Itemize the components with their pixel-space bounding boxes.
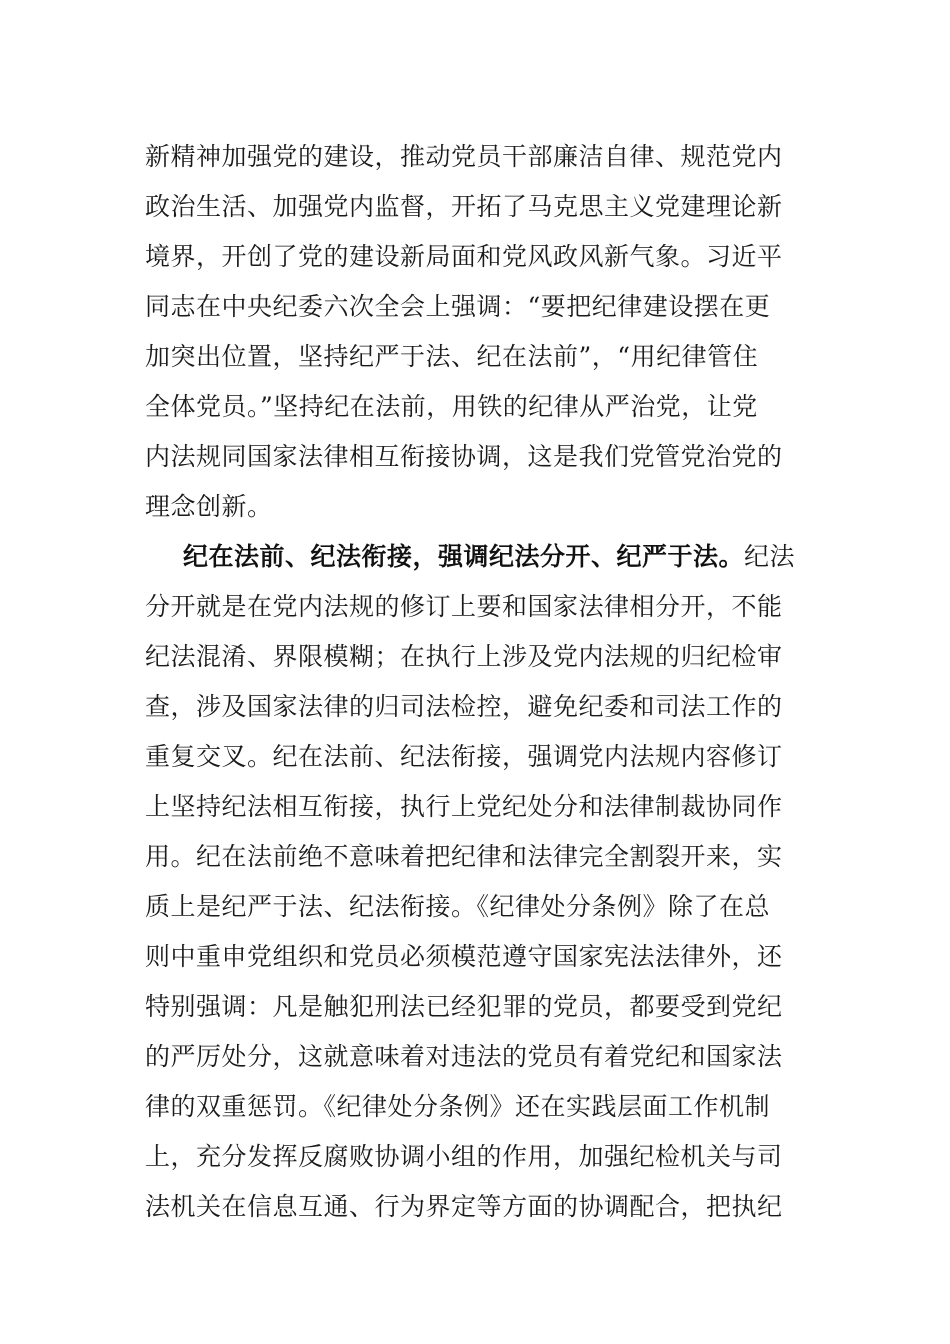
text-line: 上坚持纪法相互衔接，执行上党纪处分和法律制裁协同作 bbox=[145, 792, 783, 821]
text-line: 全体党员。”坚持纪在法前，用铁的纪律从严治党，让党 bbox=[145, 392, 758, 421]
text-fragment: 纪法 bbox=[744, 542, 796, 571]
text-line: 政治生活、加强党内监督，开拓了马克思主义党建理论新 bbox=[145, 192, 783, 221]
text-line: 理念创新。 bbox=[145, 492, 273, 521]
text-line: 上，充分发挥反腐败协调小组的作用，加强纪检机关与司 bbox=[145, 1142, 783, 1171]
text-line: 法机关在信息互通、行为界定等方面的协调配合，把执纪 bbox=[145, 1192, 783, 1221]
text-line: 重复交叉。纪在法前、纪法衔接，强调党内法规内容修订 bbox=[145, 742, 783, 771]
paragraph-2-first-line bbox=[145, 532, 815, 582]
text-line: 则中重申党组织和党员必须模范遵守国家宪法法律外，还 bbox=[145, 942, 783, 971]
paragraph-2 bbox=[145, 532, 815, 1232]
text-line: 分开就是在党内法规的修订上要和国家法律相分开，不能 bbox=[145, 592, 783, 621]
paragraph-1 bbox=[145, 132, 815, 532]
text-line: 纪法混淆、界限模糊；在执行上涉及党内法规的归纪检审 bbox=[145, 642, 783, 671]
text-line: 特别强调：凡是触犯刑法已经犯罪的党员，都要受到党纪 bbox=[145, 992, 783, 1021]
paragraph-heading: 纪在法前、纪法衔接，强调纪法分开、纪严于法。 bbox=[183, 542, 745, 571]
text-line: 查，涉及国家法律的归司法检控，避免纪委和司法工作的 bbox=[145, 692, 783, 721]
text-line: 同志在中央纪委六次全会上强调：“要把纪律建设摆在更 bbox=[145, 292, 771, 321]
text-line: 新精神加强党的建设，推动党员干部廉洁自律、规范党内 bbox=[145, 142, 783, 171]
text-line: 的严厉处分，这就意味着对违法的党员有着党纪和国家法 bbox=[145, 1042, 783, 1071]
text-line: 境界，开创了党的建设新局面和党风政风新气象。习近平 bbox=[145, 242, 783, 271]
text-line: 加突出位置，坚持纪严于法、纪在法前”，“用纪律管住 bbox=[145, 342, 759, 371]
text-line: 律的双重惩罚。《纪律处分条例》还在实践层面工作机制 bbox=[145, 1092, 771, 1121]
text-line: 用。纪在法前绝不意味着把纪律和法律完全割裂开来，实 bbox=[145, 842, 783, 871]
text-line: 内法规同国家法律相互衔接协调，这是我们党管党治党的 bbox=[145, 442, 783, 471]
text-line: 质上是纪严于法、纪法衔接。《纪律处分条例》除了在总 bbox=[145, 892, 771, 921]
